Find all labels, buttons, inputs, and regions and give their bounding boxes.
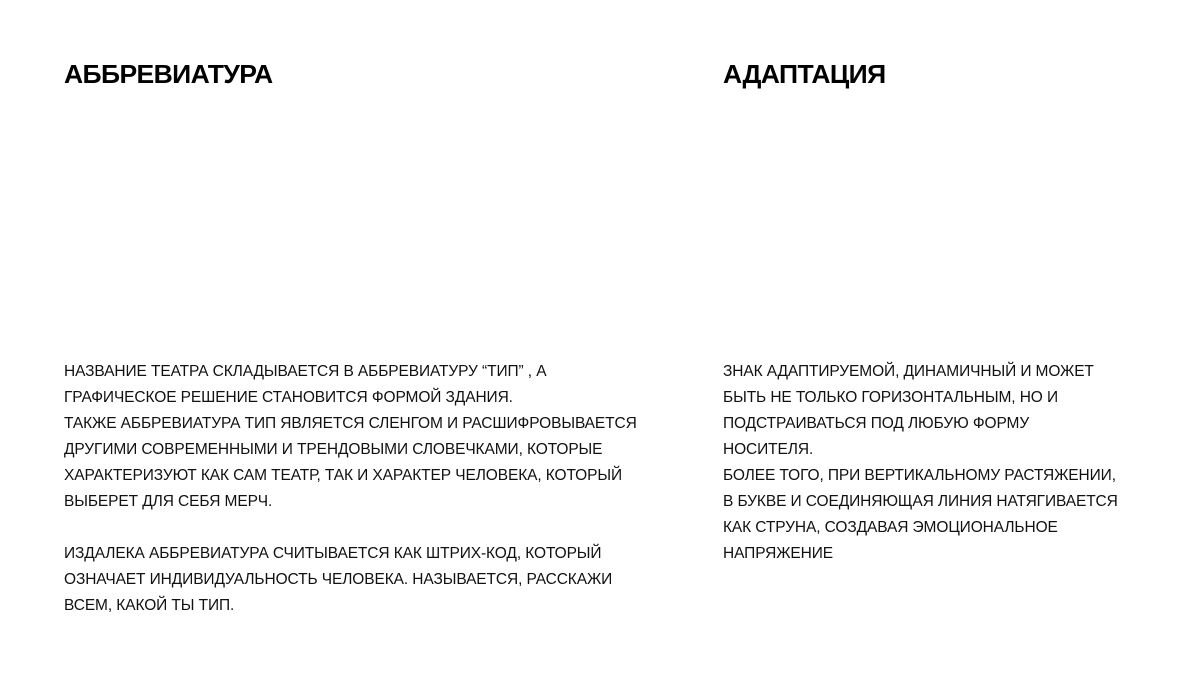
text-line: ЗНАК АДАПТИРУЕМОЙ, ДИНАМИЧНЫЙ И МОЖЕТ [723,363,1094,380]
text-line: ГРАФИЧЕСКОЕ РЕШЕНИЕ СТАНОВИТСЯ ФОРМОЙ ЗДАНИЯ. [64,389,513,406]
text-line: ПОДСТРАИВАТЬСЯ ПОД ЛЮБУЮ ФОРМУ [723,415,1030,432]
adaptation-heading: АДАПТАЦИЯ [723,59,886,89]
text-line: ОЗНАЧАЕТ ИНДИВИДУАЛЬНОСТЬ ЧЕЛОВЕКА. НАЗЫВАЕТСЯ, РАССКАЖИ [64,571,613,588]
text-line: НАПРЯЖЕНИЕ [723,545,834,562]
abbreviation-text [64,359,637,619]
text-line: ХАРАКТЕРИЗУЮТ КАК САМ ТЕАТР, ТАК И ХАРАКТЕР ЧЕЛОВЕКА, КОТОРЫЙ [64,467,623,484]
text-line: ИЗДАЛЕКА АББРЕВИАТУРА СЧИТЫВАЕТСЯ КАК ШТРИХ-КОД, КОТОРЫЙ [64,545,602,562]
text-line: КАК СТРУНА, СОЗДАВАЯ ЭМОЦИОНАЛЬНОЕ [723,519,1058,536]
text-line: БОЛЕЕ ТОГО, ПРИ ВЕРТИКАЛЬНОМУ РАСТЯЖЕНИИ, [723,467,1116,484]
text-line: ТАКЖЕ АББРЕВИАТУРА ТИП ЯВЛЯЕТСЯ СЛЕНГОМ И РАСШИФРОВЫВАЕТСЯ [64,415,637,432]
paragraph-gap [64,515,637,541]
text-line: В БУКВЕ И СОЕДИНЯЮЩАЯ ЛИНИЯ НАТЯГИВАЕТСЯ [723,493,1118,510]
text-line: ДРУГИМИ СОВРЕМЕННЫМИ И ТРЕНДОВЫМИ СЛОВЕЧКАМИ, КОТОРЫЕ [64,441,603,458]
text-line: БЫТЬ НЕ ТОЛЬКО ГОРИЗОНТАЛЬНЫМ, НО И [723,389,1059,406]
adaptation-text [723,359,1118,567]
text-line: НОСИТЕЛЯ. [723,441,814,458]
text-line: ВСЕМ, КАКОЙ ТЫ ТИП. [64,597,235,614]
abbreviation-heading: АББРЕВИАТУРА [64,59,273,89]
text-line: ВЫБЕРЕТ ДЛЯ СЕБЯ МЕРЧ. [64,493,273,510]
text-line: НАЗВАНИЕ ТЕАТРА СКЛАДЫВАЕТСЯ В АББРЕВИАТУРУ “ТИП” , А [64,363,547,380]
